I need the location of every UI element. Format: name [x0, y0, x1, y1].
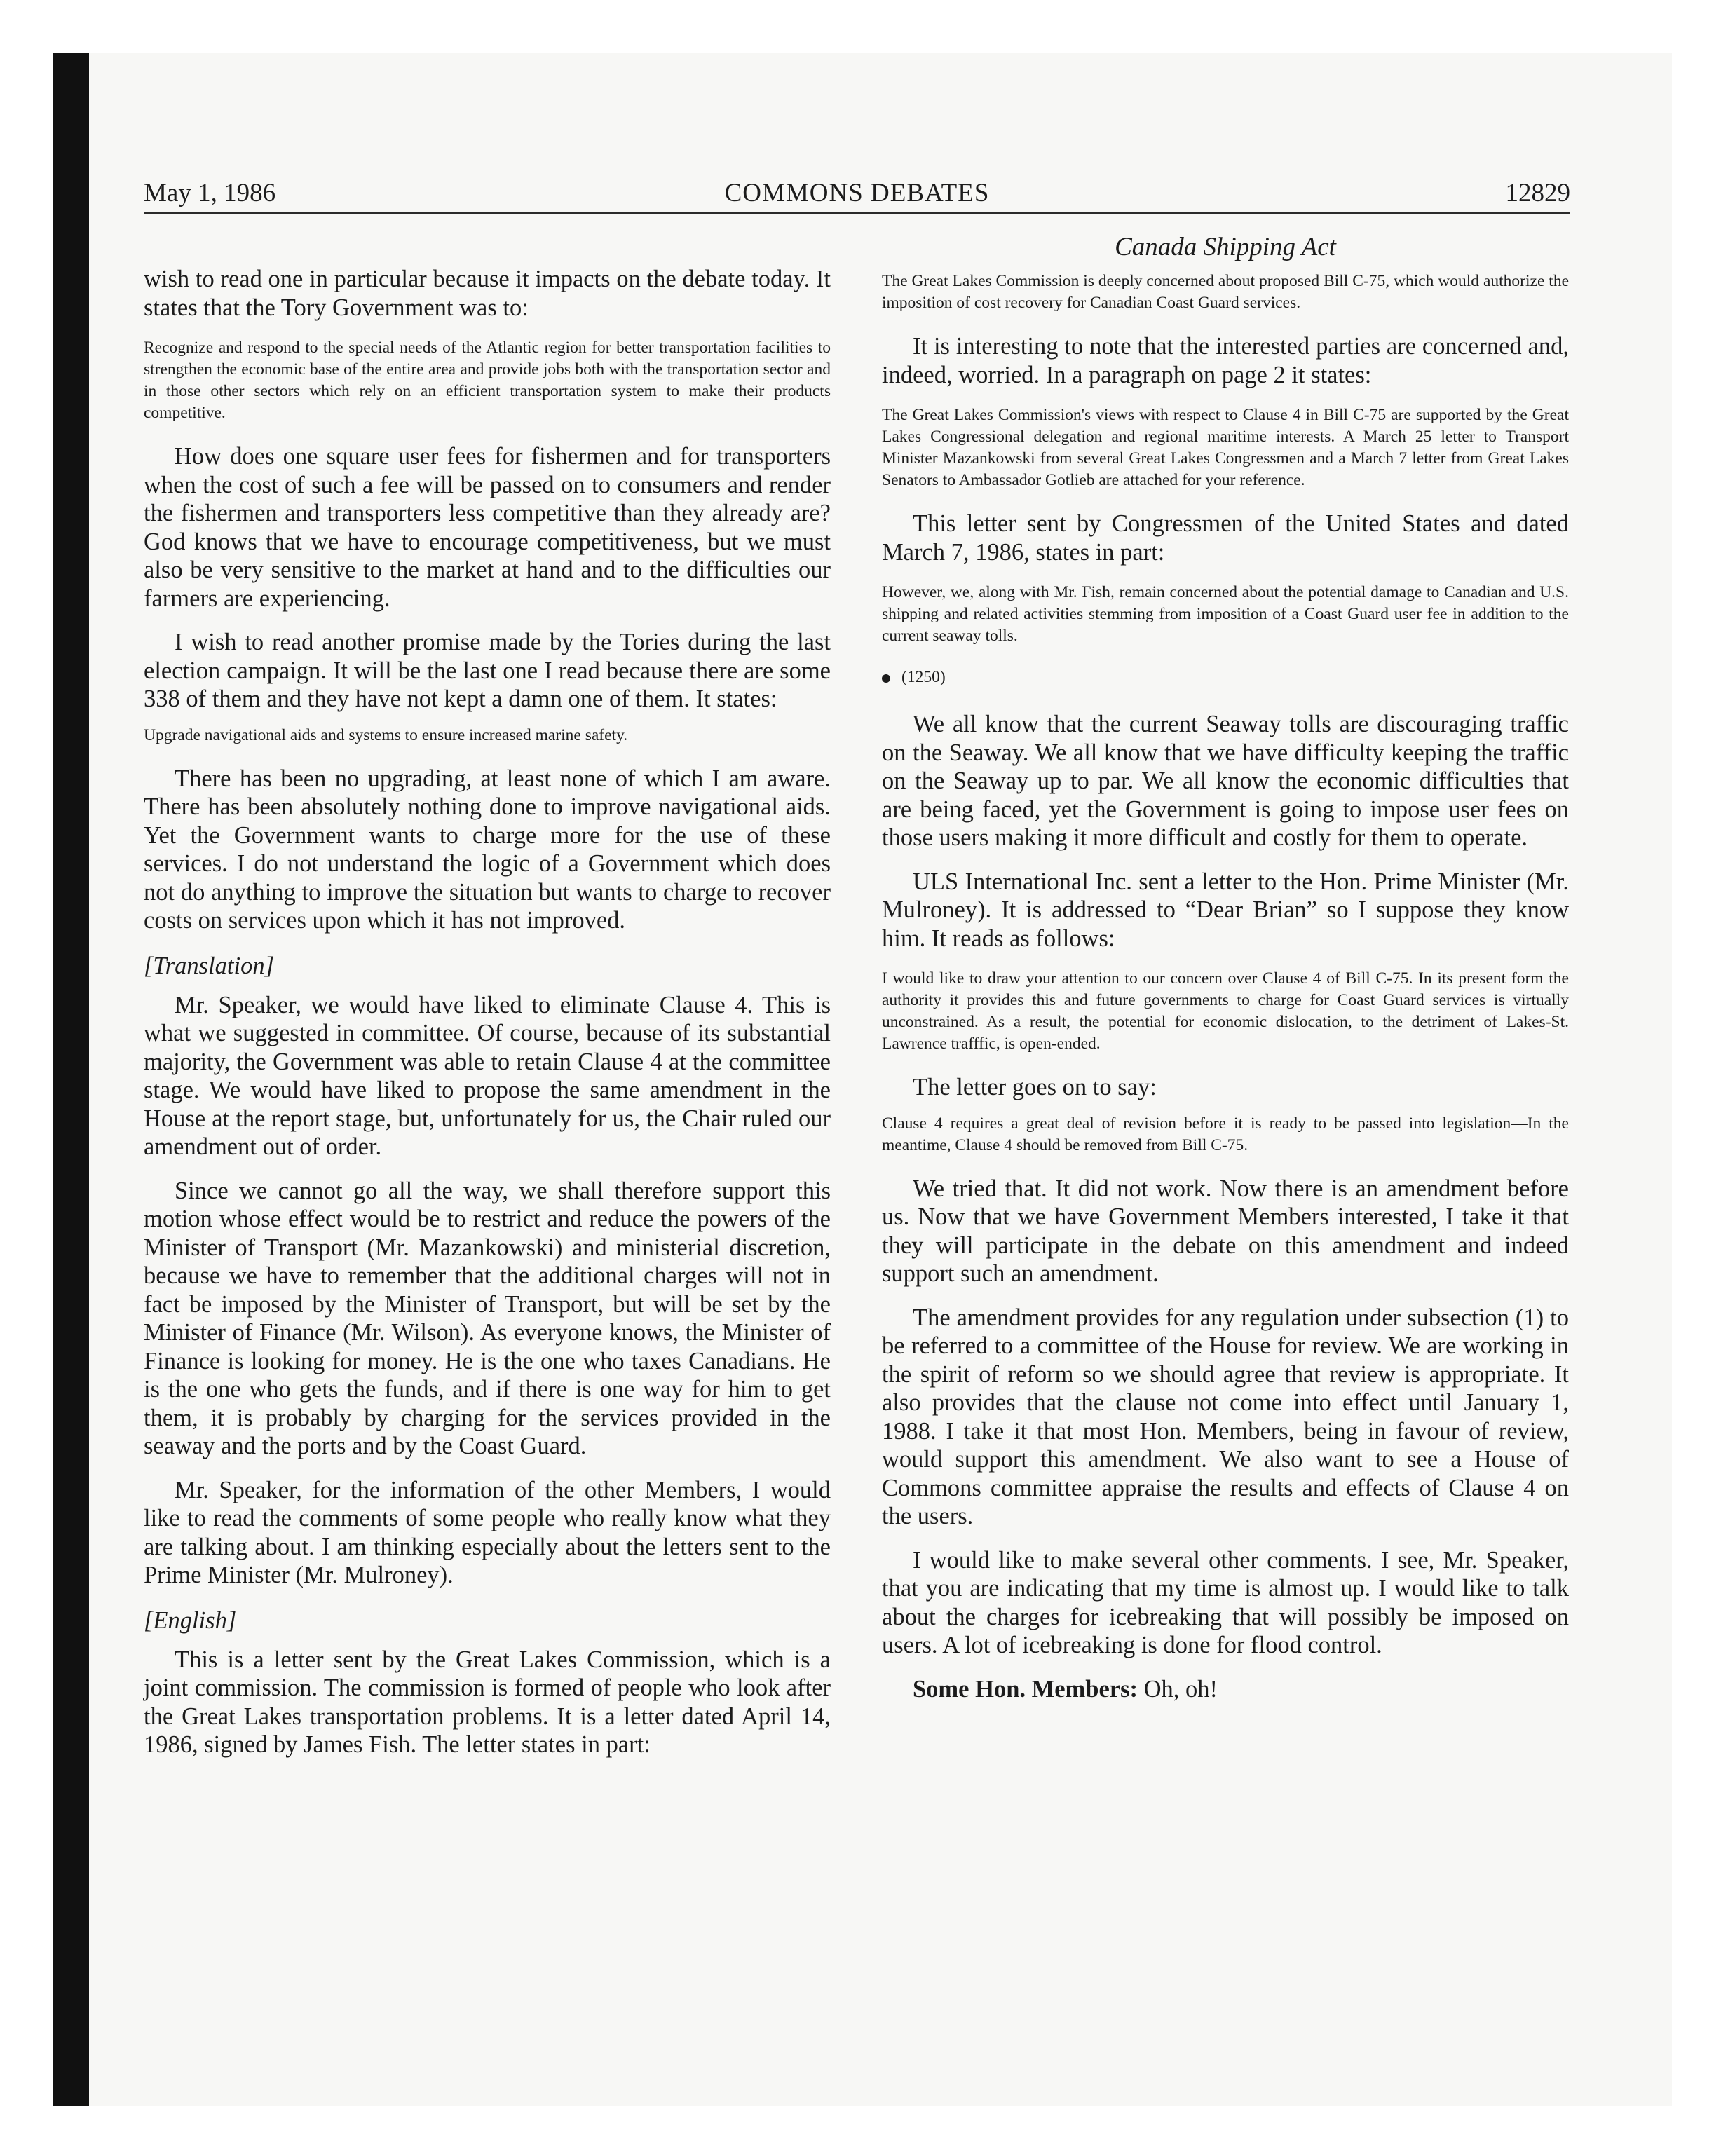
timestamp-text: (1250): [901, 668, 946, 686]
paragraph: I wish to read another promise made by the Tories during the last election campaign. It will be the last one I read because there are some 338 of them and they have not kept a damn one of them. It states:: [144, 629, 831, 712]
block-quote: The Great Lakes Commission is deeply concerned about proposed Bill C-75, which would authorize the imposition of cost recovery for Canadian Coast Guard services.: [882, 272, 1569, 312]
section-title: Canada Shipping Act: [1115, 233, 1336, 261]
paragraph: It is interesting to note that the interested parties are concerned and, indeed, worried. In a paragraph on page 2 it states:: [882, 333, 1569, 388]
paragraph: ULS International Inc. sent a letter to the Hon. Prime Minister (Mr. Mulroney). It is addressed to “Dear Brian” so I suppose they know him. It reads as follows:: [882, 868, 1569, 952]
paragraph: We all know that the current Seaway tolls are discouraging traffic on the Seaway. We all know that we have difficulty keeping the traffic on the Seaway up to par. We all know the economic difficulties that are being faced, yet the Government is going to impose user fees on those users making it more difficult and costly for them to operate.: [882, 711, 1569, 851]
paragraph: The letter goes on to say:: [913, 1074, 1157, 1100]
block-quote: I would like to draw your attention to our concern over Clause 4 of Bill C-75. In its present form the authority it provides this and future governments to charge for Coast Guard services is virtually unconstrained. As a result, the potential for economic dislocation, to the detriment of Lakes-St. Lawrence trafffic, is open-ended.: [882, 969, 1569, 1053]
left-column: [144, 265, 831, 1775]
paragraph: Mr. Speaker, we would have liked to eliminate Clause 4. This is what we suggested in committee. Of course, because of its substantial majority, the Government was able to retain Clause 4 at the committee stage. We would have liked to propose the same amendment in the House at the report stage, but, unfortunately for us, the Chair ruled our amendment out of order.: [144, 991, 831, 1160]
right-column: [882, 231, 1569, 1719]
running-header: [144, 175, 1570, 214]
block-quote: Recognize and respond to the special needs of the Atlantic region for better transportation facilities to strengthen the economic base of the entire area and provide jobs both with the transportation sector and in those other sectors which rely on an efficient transportation system to make their products competitive.: [144, 339, 831, 422]
header-journal-title: COMMONS DEBATES: [724, 179, 990, 207]
paragraph: wish to read one in particular because it impacts on the debate today. It states that the Tory Government was to:: [144, 266, 831, 321]
paragraph: Since we cannot go all the way, we shall therefore support this motion whose effect would be to restrict and reduce the powers of the Minister of Transport (Mr. Mazankowski) and ministerial discretion, because we have to remember that the additional charges will not in fact be imposed by the Minister of Transport, but will be set by the Minister of Finance (Mr. Wilson). As everyone knows, the Minister of Finance is looking for money. He is the one who taxes Canadians. He is the one who gets the funds, and if there is one way for him to get them, it is probably by charging for the services provided in the seaway and the ports and by the Coast Guard.: [144, 1177, 831, 1459]
translation-heading: [Translation]: [144, 952, 274, 979]
scan-border: [53, 53, 89, 2106]
block-quote: Clause 4 requires a great deal of revision before it is ready to be passed into legislation—In the meantime, Clause 4 should be removed from Bill C-75.: [882, 1114, 1569, 1154]
interjection-line: [882, 1675, 1569, 1704]
timestamp-marker: [882, 665, 1569, 689]
english-heading: [English]: [144, 1606, 237, 1634]
paragraph: We tried that. It did not work. Now there is an amendment before us. Now that we have Government Members interested, I take it that they will participate in the debate on this amendment and indeed support such an amendment.: [882, 1175, 1569, 1287]
paragraph: This letter sent by Congressmen of the United States and dated March 7, 1986, states in part:: [882, 510, 1569, 566]
paragraph: The amendment provides for any regulation under subsection (1) to be referred to a committee of the House for review. We are working in the spirit of reform so we should agree that review is appropriate. It also provides that the clause not come into effect until January 1, 1988. I take it that most Hon. Members, being in favour of review, would support this amendment. We also want to see a House of Commons committee appraise the results and effects of Clause 4 on the users.: [882, 1304, 1569, 1529]
paragraph: I would like to make several other comments. I see, Mr. Speaker, that you are indicating that my time is almost up. I would like to talk about the charges for icebreaking that will possibly be imposed on users. A lot of icebreaking is done for flood control.: [882, 1546, 1569, 1658]
block-quote: The Great Lakes Commission's views with respect to Clause 4 in Bill C-75 are supported by the Great Lakes Congressional delegation and regional maritime interests. A March 25 letter to Transport Minister Mazankowski from several Great Lakes Congressmen and a March 7 letter from Great Lakes Senators to Ambassador Gotlieb are attached for your reference.: [882, 406, 1569, 489]
block-quote: However, we, along with Mr. Fish, remain concerned about the potential damage to Canadian and U.S. shipping and related activities stemming from imposition of a Coast Guard user fee in addition to the current seaway tolls.: [882, 583, 1569, 645]
header-date: May 1, 1986: [144, 179, 276, 207]
paragraph: How does one square user fees for fishermen and for transporters when the cost of such a fee will be passed on to consumers and render the fishermen and transporters less competitive than they already are? God knows that we have to encourage competitiveness, but we must also be very sensitive to the market at hand and to the difficulties our farmers are experiencing.: [144, 443, 831, 612]
block-quote: Upgrade navigational aids and systems to ensure increased marine safety.: [144, 725, 628, 744]
bullet-icon: [882, 674, 890, 683]
interjection-text: Oh, oh!: [1143, 1675, 1218, 1703]
header-page-number: 12829: [1505, 179, 1570, 207]
speaker-label: Some Hon. Members:: [913, 1675, 1138, 1703]
paragraph: Mr. Speaker, for the information of the other Members, I would like to read the comments of some people who really know what they are talking about. I am thinking especially about the letters sent to the Prime Minister (Mr. Mulroney).: [144, 1476, 831, 1588]
paragraph: This is a letter sent by the Great Lakes Commission, which is a joint commission. The commission is formed of people who look after the Great Lakes transportation problems. It is a letter dated April 14, 1986, signed by James Fish. The letter states in part:: [144, 1646, 831, 1758]
paragraph: There has been no upgrading, at least none of which I am aware. There has been absolutely nothing done to improve navigational aids. Yet the Government wants to charge more for the use of these services. I do not understand the logic of a Government which does not do anything to improve the situation but wants to charge to recover costs on services upon which it has not improved.: [144, 765, 831, 934]
